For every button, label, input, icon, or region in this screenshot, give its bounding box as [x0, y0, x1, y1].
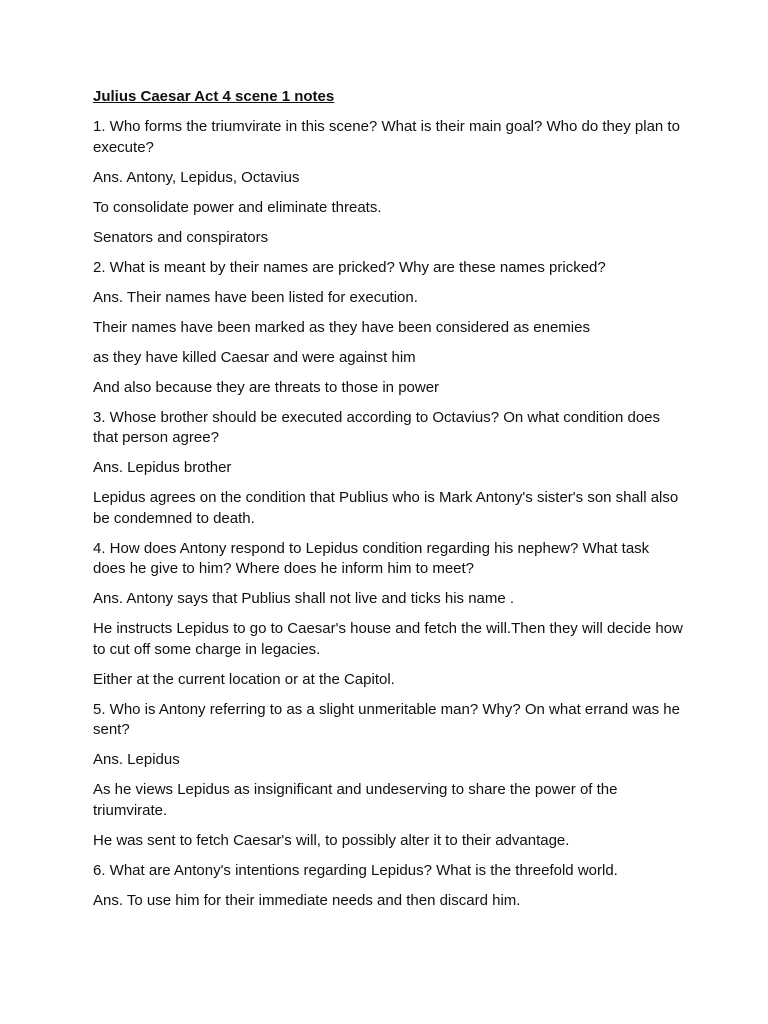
- answer-6a: Ans. To use him for their immediate needs and then discard him.: [93, 891, 521, 909]
- answer-1a: Ans. Antony, Lepidus, Octavius: [93, 168, 300, 186]
- answer-5a: Ans. Lepidus: [93, 751, 180, 768]
- question-3: 3. Whose brother should be executed according to Octavius? On what condition does that person agree?: [93, 408, 661, 446]
- answer-4b: He instructs Lepidus to go to Caesar's house and fetch the will.Then they will decide how to cut off some charge in legacies.: [93, 620, 683, 658]
- document-title: Julius Caesar Act 4 scene 1 notes: [93, 88, 335, 105]
- question-5: 5. Who is Antony referring to as a slight unmeritable man? Why? On what errand was he sent?: [93, 700, 680, 738]
- answer-5b: As he views Lepidus as insignificant and undeserving to share the power of the triumvirate.: [93, 781, 618, 819]
- answer-2d: And also because they are threats to those in power: [93, 378, 440, 396]
- answer-4c: Either at the current location or at the Capitol.: [93, 670, 395, 688]
- answer-3a: Ans. Lepidus brother: [93, 459, 232, 476]
- question-2: 2. What is meant by their names are pricked? Why are these names pricked?: [93, 258, 606, 276]
- question-4: 4. How does Antony respond to Lepidus condition regarding his nephew? What task does he give to him? Where does he inform him to meet?: [93, 539, 650, 577]
- answer-2b: Their names have been marked as they have been considered as enemies: [93, 318, 590, 336]
- answer-3b: Lepidus agrees on the condition that Publius who is Mark Antony's sister's son shall also be condemned to death.: [93, 489, 679, 527]
- answer-2c: as they have killed Caesar and were against him: [93, 348, 416, 366]
- answer-4a: Ans. Antony says that Publius shall not live and ticks his name .: [93, 590, 515, 607]
- question-6: 6. What are Antony's intentions regarding Lepidus? What is the threefold world.: [93, 861, 618, 879]
- answer-1b: To consolidate power and eliminate threats.: [93, 198, 382, 216]
- answer-2a: Ans. Their names have been listed for execution.: [93, 288, 418, 306]
- answer-1c: Senators and conspirators: [93, 228, 269, 246]
- answer-5c: He was sent to fetch Caesar's will, to possibly alter it to their advantage.: [93, 831, 570, 849]
- question-1: 1. Who forms the triumvirate in this scene? What is their main goal? Who do they plan to execute?: [93, 118, 680, 156]
- document-body: [93, 87, 683, 921]
